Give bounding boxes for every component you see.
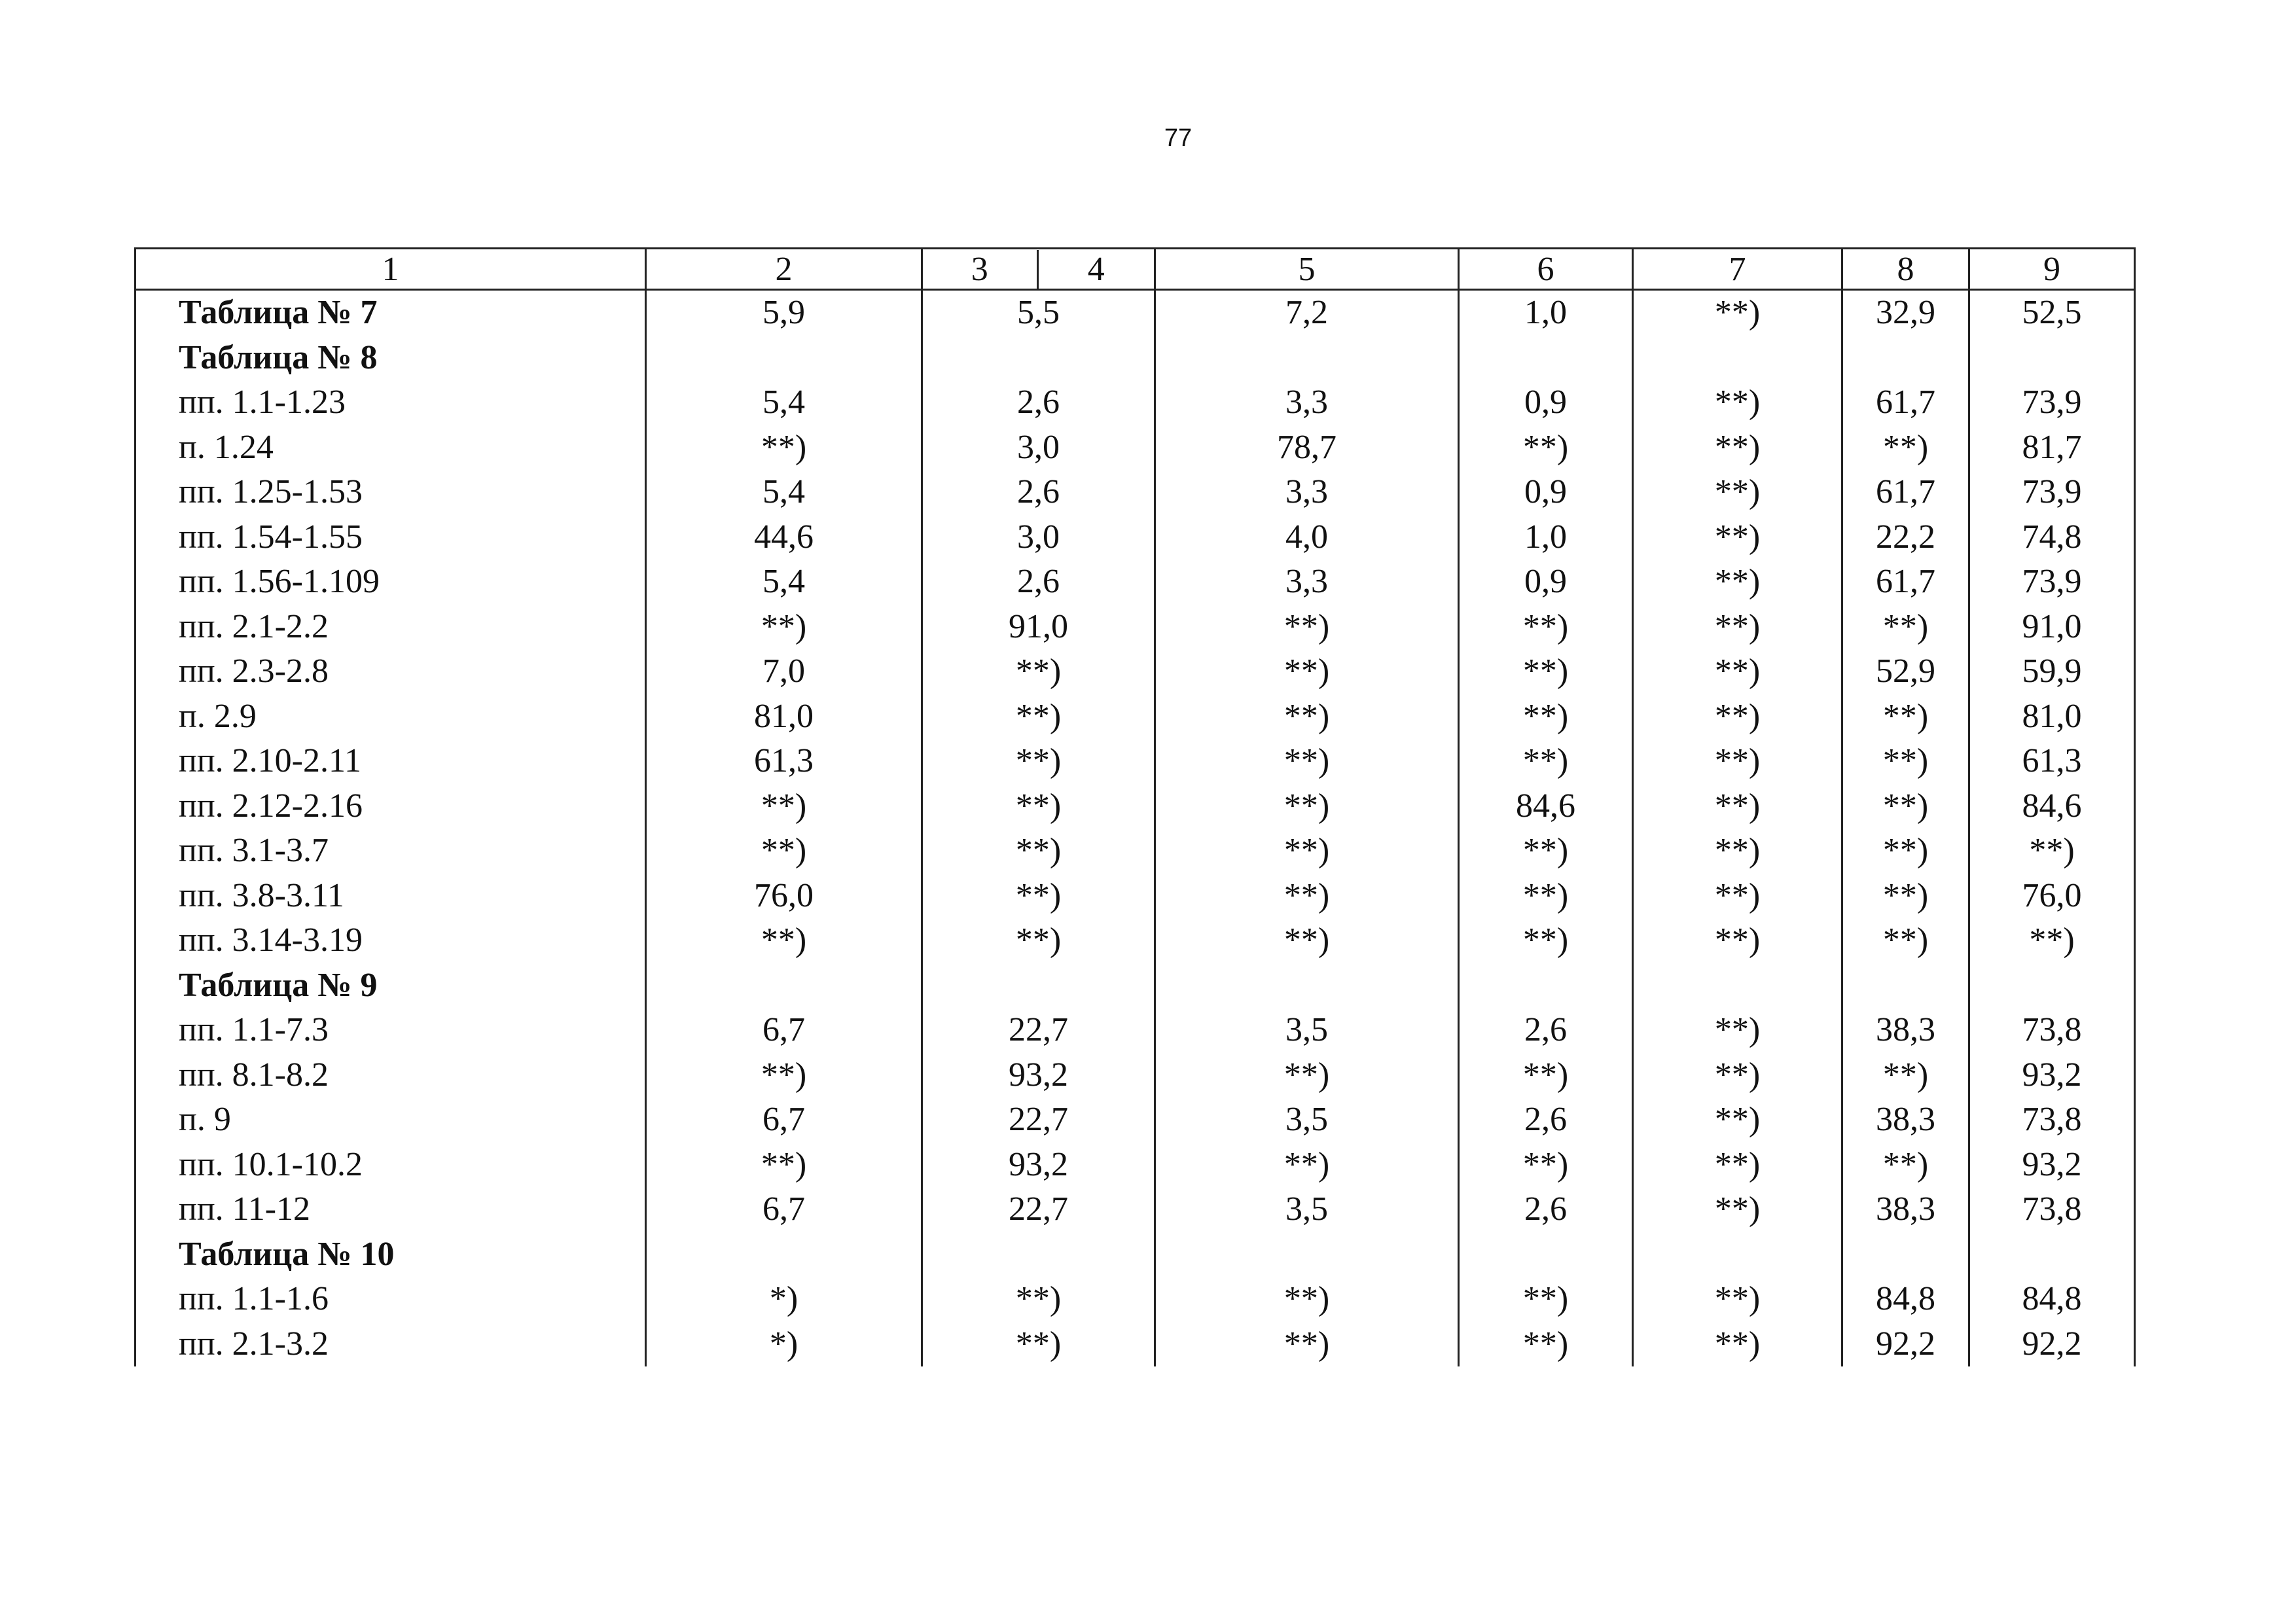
table-cell: 76,0 (646, 874, 922, 919)
table-cell: **) (1459, 1322, 1633, 1367)
column-header: 3 (923, 250, 1039, 289)
table-cell (922, 963, 1155, 1008)
table-cell (646, 336, 922, 381)
table-cell: 2,6 (922, 380, 1155, 425)
table-cell: **) (1633, 649, 1842, 694)
table-row (135, 1277, 2135, 1322)
table-cell: **) (646, 425, 922, 471)
row-label: пп. 2.1-2.2 (135, 605, 646, 650)
table-cell: **) (922, 649, 1155, 694)
table-row (135, 829, 2135, 874)
table-cell: **) (1842, 874, 1969, 919)
table-cell: 52,9 (1842, 649, 1969, 694)
table-cell: **) (1842, 1143, 1969, 1188)
row-label: п. 1.24 (135, 425, 646, 471)
row-label: пп. 11-12 (135, 1187, 646, 1232)
table-row (135, 1187, 2135, 1232)
table-cell: 6,7 (646, 1187, 922, 1232)
data-table (134, 247, 2136, 1366)
table-cell (1155, 1232, 1459, 1277)
table-cell: **) (1842, 1053, 1969, 1098)
row-label: пп. 3.14-3.19 (135, 918, 646, 963)
table-cell: **) (1633, 1187, 1842, 1232)
table-cell: **) (1459, 649, 1633, 694)
table-cell: **) (1459, 1143, 1633, 1188)
table-cell: 4,0 (1155, 515, 1459, 560)
row-label: пп. 1.1-1.23 (135, 380, 646, 425)
table-cell: 92,2 (1969, 1322, 2135, 1367)
column-header: 6 (1459, 249, 1633, 290)
row-label: пп. 2.3-2.8 (135, 649, 646, 694)
table-cell (1969, 1232, 2135, 1277)
table-cell: 7,0 (646, 649, 922, 694)
table-row (135, 784, 2135, 829)
table-cell: **) (1633, 605, 1842, 650)
table-cell: **) (922, 829, 1155, 874)
column-header-pair (922, 249, 1155, 290)
table-row (135, 1143, 2135, 1188)
table-cell: 44,6 (646, 515, 922, 560)
table-cell: **) (1842, 784, 1969, 829)
table-cell: **) (1459, 918, 1633, 963)
table-row (135, 425, 2135, 471)
table-cell: 92,2 (1842, 1322, 1969, 1367)
table-row (135, 918, 2135, 963)
table-cell: 3,3 (1155, 560, 1459, 605)
table-cell: 2,6 (1459, 1097, 1633, 1143)
table-cell: 6,7 (646, 1097, 922, 1143)
table-cell: 0,9 (1459, 470, 1633, 515)
table-cell: 1,0 (1459, 290, 1633, 336)
row-label: пп. 1.1-1.6 (135, 1277, 646, 1322)
table-row (135, 1322, 2135, 1367)
row-label: пп. 1.1-7.3 (135, 1008, 646, 1053)
table-cell: 5,4 (646, 470, 922, 515)
table-cell: 2,6 (922, 470, 1155, 515)
table-cell: 38,3 (1842, 1097, 1969, 1143)
table-cell: **) (1459, 1053, 1633, 1098)
table-cell: 0,9 (1459, 560, 1633, 605)
table-cell: 84,8 (1969, 1277, 2135, 1322)
table-cell: 59,9 (1969, 649, 2135, 694)
table-cell: 7,2 (1155, 290, 1459, 336)
row-label: Таблица № 10 (135, 1232, 646, 1277)
table-cell (1633, 1232, 1842, 1277)
table-body (135, 290, 2135, 1367)
table-cell: **) (1842, 918, 1969, 963)
table-cell: 22,7 (922, 1097, 1155, 1143)
table-row (135, 1053, 2135, 1098)
page-number: 77 (1164, 124, 1193, 152)
table-cell: 3,5 (1155, 1097, 1459, 1143)
table-header-row (135, 249, 2135, 290)
table-cell: 22,7 (922, 1187, 1155, 1232)
table-cell (1842, 1232, 1969, 1277)
table-cell: **) (1155, 829, 1459, 874)
table-cell: 73,9 (1969, 380, 2135, 425)
table-row (135, 380, 2135, 425)
table-cell: **) (1155, 784, 1459, 829)
table-row (135, 874, 2135, 919)
row-label: пп. 1.25-1.53 (135, 470, 646, 515)
table-cell: 1,0 (1459, 515, 1633, 560)
column-header: 4 (1087, 250, 1105, 288)
table-cell: 3,0 (922, 515, 1155, 560)
table-cell: **) (646, 605, 922, 650)
table-cell: **) (1155, 918, 1459, 963)
table-cell: **) (1459, 874, 1633, 919)
table-cell: 73,8 (1969, 1097, 2135, 1143)
table-cell (1155, 963, 1459, 1008)
table-cell (922, 336, 1155, 381)
column-header: 2 (646, 249, 922, 290)
table-cell: **) (922, 694, 1155, 740)
table-cell: **) (1155, 1053, 1459, 1098)
table-cell: **) (1633, 1322, 1842, 1367)
table-cell: 84,8 (1842, 1277, 1969, 1322)
table-row (135, 560, 2135, 605)
row-label: пп. 3.8-3.11 (135, 874, 646, 919)
table-cell: 6,7 (646, 1008, 922, 1053)
table-cell (1842, 963, 1969, 1008)
table-cell: **) (646, 829, 922, 874)
table-cell: **) (1633, 425, 1842, 471)
table-cell (1633, 963, 1842, 1008)
row-label: пп. 1.54-1.55 (135, 515, 646, 560)
table-cell: **) (1633, 380, 1842, 425)
row-label: пп. 2.1-3.2 (135, 1322, 646, 1367)
table-cell: 73,8 (1969, 1187, 2135, 1232)
table-cell: 73,9 (1969, 470, 2135, 515)
table-cell: 2,6 (1459, 1187, 1633, 1232)
table-cell: **) (1633, 918, 1842, 963)
table-cell: **) (1633, 1097, 1842, 1143)
table-cell (922, 1232, 1155, 1277)
table-cell: **) (1842, 829, 1969, 874)
table-cell: **) (646, 1143, 922, 1188)
table-cell: **) (1459, 605, 1633, 650)
table-row (135, 649, 2135, 694)
table-row (135, 739, 2135, 784)
table-cell: 91,0 (1969, 605, 2135, 650)
table-cell: **) (1633, 1277, 1842, 1322)
table-cell: 74,8 (1969, 515, 2135, 560)
table-cell (1842, 336, 1969, 381)
table-row (135, 515, 2135, 560)
table-cell: 93,2 (1969, 1053, 2135, 1098)
table-cell: 38,3 (1842, 1008, 1969, 1053)
table-cell: **) (1633, 784, 1842, 829)
table-cell: **) (1842, 739, 1969, 784)
table-cell (1633, 336, 1842, 381)
table-cell (1155, 336, 1459, 381)
table-cell (1969, 336, 2135, 381)
table-cell: **) (1969, 829, 2135, 874)
table-cell: **) (1155, 1143, 1459, 1188)
table-cell: 38,3 (1842, 1187, 1969, 1232)
table-cell: **) (1155, 694, 1459, 740)
table-cell: **) (1459, 1277, 1633, 1322)
column-header: 5 (1155, 249, 1459, 290)
table-cell: 61,3 (1969, 739, 2135, 784)
row-label: п. 9 (135, 1097, 646, 1143)
table-cell: 61,7 (1842, 470, 1969, 515)
table-cell: *) (646, 1322, 922, 1367)
row-label: пп. 3.1-3.7 (135, 829, 646, 874)
table-cell (1459, 963, 1633, 1008)
table-cell: **) (1633, 1008, 1842, 1053)
table-cell: **) (1155, 1277, 1459, 1322)
table-cell: 2,6 (922, 560, 1155, 605)
table-cell: *) (646, 1277, 922, 1322)
table-cell: 32,9 (1842, 290, 1969, 336)
column-header: 7 (1633, 249, 1842, 290)
table-cell (646, 963, 922, 1008)
table-cell (646, 1232, 922, 1277)
row-label: Таблица № 7 (135, 290, 646, 336)
table-cell: 3,5 (1155, 1187, 1459, 1232)
table-cell: 61,7 (1842, 380, 1969, 425)
table-cell: 52,5 (1969, 290, 2135, 336)
row-label: пп. 1.56-1.109 (135, 560, 646, 605)
table-cell: 61,3 (646, 739, 922, 784)
table-cell: 93,2 (922, 1053, 1155, 1098)
table-cell: 22,2 (1842, 515, 1969, 560)
table-row (135, 605, 2135, 650)
table-cell: 91,0 (922, 605, 1155, 650)
table-cell: **) (1633, 829, 1842, 874)
table-cell: 73,8 (1969, 1008, 2135, 1053)
table-cell: 3,3 (1155, 380, 1459, 425)
table-cell: **) (1633, 739, 1842, 784)
table-row (135, 963, 2135, 1008)
table-cell: 3,3 (1155, 470, 1459, 515)
table-cell: **) (1459, 694, 1633, 740)
table-cell: 81,0 (1969, 694, 2135, 740)
table-cell: **) (1633, 290, 1842, 336)
table-cell: **) (1155, 1322, 1459, 1367)
column-header: 1 (135, 249, 646, 290)
row-label: Таблица № 8 (135, 336, 646, 381)
table-row (135, 1232, 2135, 1277)
table-cell (1459, 336, 1633, 381)
table-cell (1969, 963, 2135, 1008)
table-row (135, 1008, 2135, 1053)
table-cell: **) (1633, 560, 1842, 605)
table-cell (1459, 1232, 1633, 1277)
row-label: пп. 2.10-2.11 (135, 739, 646, 784)
table-cell: 73,9 (1969, 560, 2135, 605)
table-cell: **) (1969, 918, 2135, 963)
table-cell: **) (922, 784, 1155, 829)
table-cell: 5,4 (646, 560, 922, 605)
table-cell: **) (646, 918, 922, 963)
table-cell: **) (1633, 694, 1842, 740)
table-cell: 5,4 (646, 380, 922, 425)
column-header: 8 (1842, 249, 1969, 290)
table-cell: 93,2 (1969, 1143, 2135, 1188)
row-label: пп. 2.12-2.16 (135, 784, 646, 829)
table-cell: 81,0 (646, 694, 922, 740)
table-cell: **) (646, 784, 922, 829)
table-cell: **) (1155, 739, 1459, 784)
table-cell: **) (1633, 1053, 1842, 1098)
table-row (135, 1097, 2135, 1143)
table-cell: 84,6 (1969, 784, 2135, 829)
table-cell: **) (1633, 1143, 1842, 1188)
table-cell: 5,5 (922, 290, 1155, 336)
table-cell: **) (1633, 515, 1842, 560)
table-cell: 22,7 (922, 1008, 1155, 1053)
table-cell: 0,9 (1459, 380, 1633, 425)
table-row (135, 694, 2135, 740)
table-cell: **) (1459, 425, 1633, 471)
row-label: пп. 10.1-10.2 (135, 1143, 646, 1188)
row-label: п. 2.9 (135, 694, 646, 740)
table-cell: **) (922, 1277, 1155, 1322)
table-cell: **) (1842, 694, 1969, 740)
table-cell: 5,9 (646, 290, 922, 336)
table-cell: 93,2 (922, 1143, 1155, 1188)
table-cell: **) (1155, 605, 1459, 650)
table-cell: 61,7 (1842, 560, 1969, 605)
table-cell: **) (1459, 829, 1633, 874)
table-cell: **) (922, 1322, 1155, 1367)
table-cell: **) (922, 874, 1155, 919)
table-cell: **) (1459, 739, 1633, 784)
table-row (135, 290, 2135, 336)
table-cell: **) (922, 739, 1155, 784)
table-row (135, 470, 2135, 515)
table-cell: **) (646, 1053, 922, 1098)
table-cell: **) (922, 918, 1155, 963)
column-header: 9 (1969, 249, 2135, 290)
table-cell: 78,7 (1155, 425, 1459, 471)
table-cell: 76,0 (1969, 874, 2135, 919)
table-cell: **) (1633, 470, 1842, 515)
table-cell: **) (1842, 605, 1969, 650)
table-cell: 2,6 (1459, 1008, 1633, 1053)
row-label: пп. 8.1-8.2 (135, 1053, 646, 1098)
table-cell: 3,0 (922, 425, 1155, 471)
table-row (135, 336, 2135, 381)
table-cell: 84,6 (1459, 784, 1633, 829)
row-label: Таблица № 9 (135, 963, 646, 1008)
table-cell: **) (1155, 874, 1459, 919)
table-cell: **) (1633, 874, 1842, 919)
table-cell: 3,5 (1155, 1008, 1459, 1053)
table-cell: 81,7 (1969, 425, 2135, 471)
table-cell: **) (1842, 425, 1969, 471)
table-cell: **) (1155, 649, 1459, 694)
